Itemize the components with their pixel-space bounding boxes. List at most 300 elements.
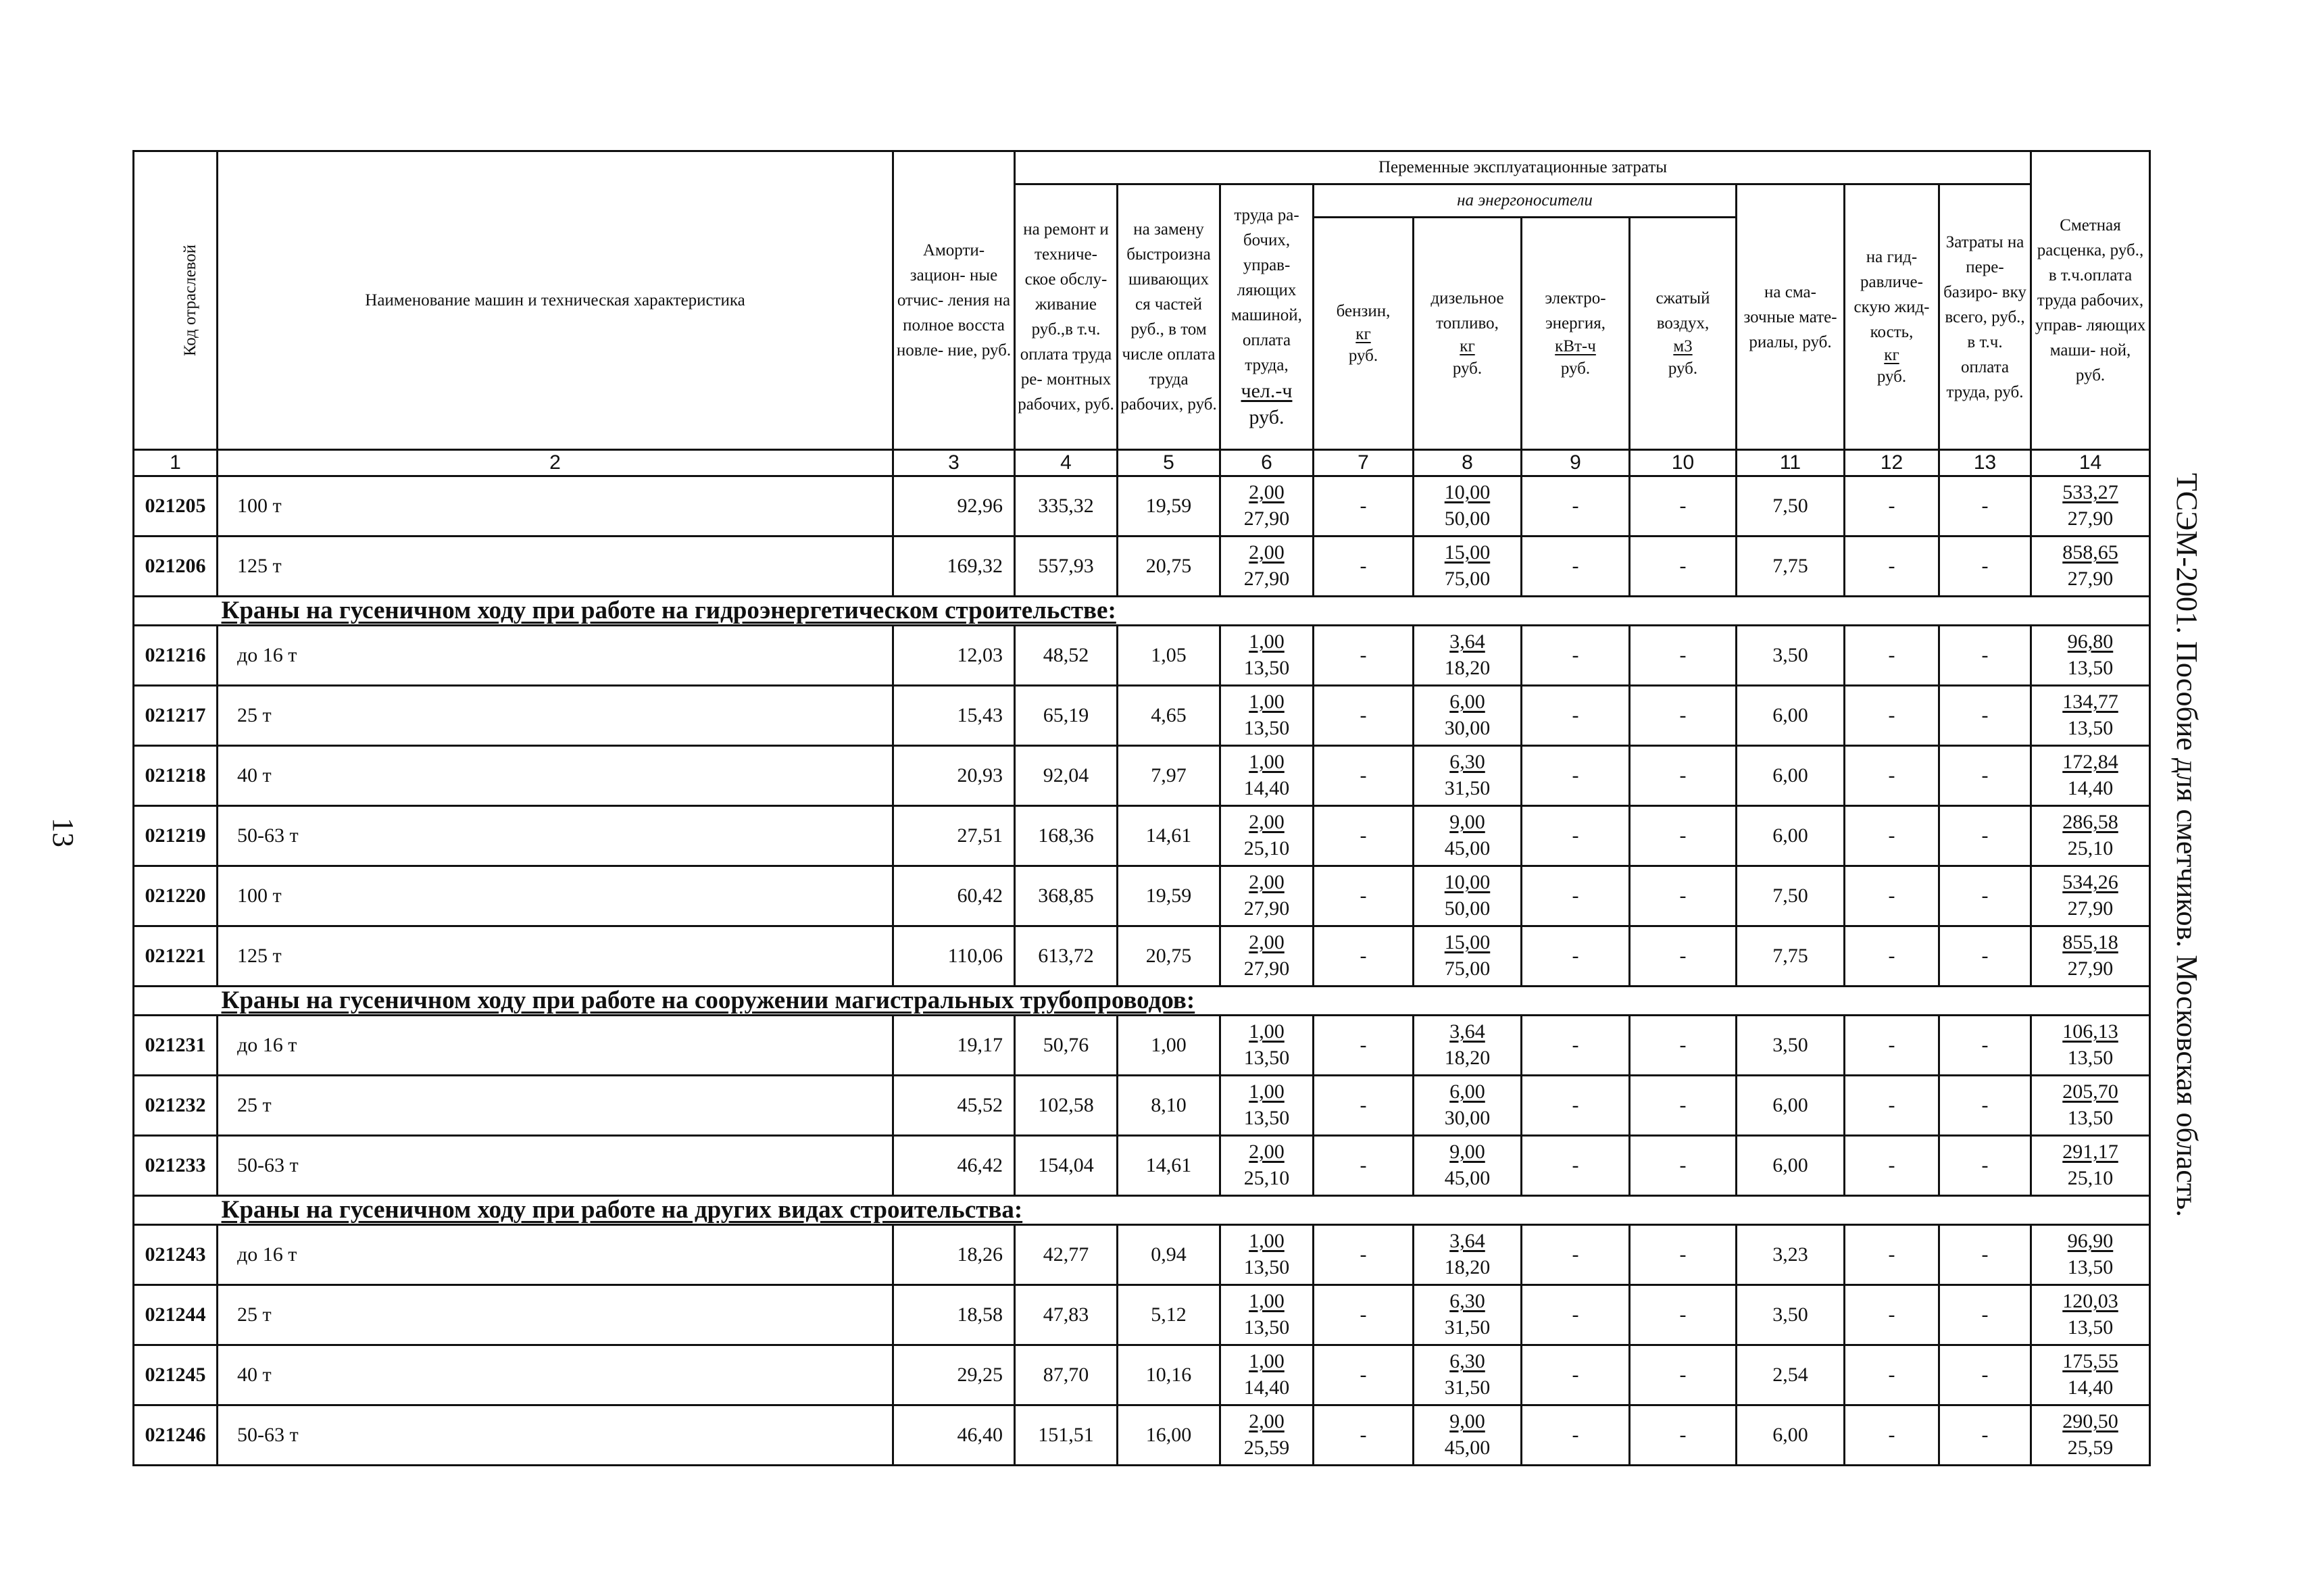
labor-cell — [1220, 1076, 1314, 1136]
lubricants-cell: 3,50 — [1737, 626, 1845, 686]
lubricants-cell: 6,00 — [1737, 806, 1845, 866]
labor-cell — [1220, 806, 1314, 866]
table-row — [134, 866, 2150, 926]
relocation-cell: - — [1939, 746, 2031, 806]
hydraulic-cell: - — [1845, 537, 1939, 597]
diesel-cell-value: 9,00 — [1449, 1410, 1485, 1432]
estimate-cell-value: 290,50 — [2062, 1410, 2118, 1432]
column-number: 7 — [1314, 450, 1414, 476]
labor-cell-value: 1,00 — [1249, 691, 1285, 713]
lubricants-cell: 6,00 — [1737, 1136, 1845, 1196]
section-title: Краны на гусеничном ходу при работе на сооружении магистральных трубопроводов: — [218, 987, 2150, 1016]
column-number: 14 — [2031, 450, 2150, 476]
electricity-cell: - — [1522, 1076, 1630, 1136]
estimate-cell — [2031, 926, 2150, 987]
amortization-cell: 19,17 — [893, 1016, 1015, 1076]
repair-cell: 50,76 — [1015, 1016, 1118, 1076]
parts-cell: 14,61 — [1118, 1136, 1220, 1196]
column-number: 6 — [1220, 450, 1314, 476]
estimate-cell-cost: 27,90 — [2067, 897, 2114, 920]
labor-cell — [1220, 866, 1314, 926]
section-row — [134, 597, 2150, 626]
hydraulic-cell: - — [1845, 1225, 1939, 1285]
machine-name: 50-63 т — [218, 806, 893, 866]
relocation-cell: - — [1939, 1136, 2031, 1196]
electricity-cell: - — [1522, 1016, 1630, 1076]
header-diesel: дизельное топливо, $\frac{кг}{\text{руб.}}$ — [1414, 218, 1522, 450]
parts-cell: 7,97 — [1118, 746, 1220, 806]
relocation-cell: - — [1939, 926, 2031, 987]
estimate-cell — [2031, 866, 2150, 926]
diesel-cell-cost: 18,20 — [1444, 1256, 1491, 1278]
estimate-cell-value: 96,80 — [2067, 630, 2114, 653]
repair-cell: 48,52 — [1015, 626, 1118, 686]
diesel-cell-value: 15,00 — [1444, 931, 1491, 953]
gasoline-cell: - — [1314, 686, 1414, 746]
diesel-cell-cost: 45,00 — [1444, 1437, 1491, 1459]
machine-name: 125 т — [218, 926, 893, 987]
labor-cell-value: 2,00 — [1249, 481, 1285, 503]
electricity-cell: - — [1522, 1136, 1630, 1196]
amortization-cell: 45,52 — [893, 1076, 1015, 1136]
machine-name: 100 т — [218, 476, 893, 537]
amortization-cell: 29,25 — [893, 1345, 1015, 1405]
machine-code: 021205 — [134, 476, 218, 537]
labor-cell-value: 1,00 — [1249, 1230, 1285, 1252]
table-row — [134, 926, 2150, 987]
air-cell: - — [1630, 686, 1737, 746]
estimate-cell — [2031, 686, 2150, 746]
diesel-cell-cost: 75,00 — [1444, 957, 1491, 980]
electricity-cell: - — [1522, 1405, 1630, 1466]
diesel-cell-value: 10,00 — [1444, 481, 1491, 503]
labor-cell — [1220, 1225, 1314, 1285]
diesel-cell — [1414, 1136, 1522, 1196]
column-number: 4 — [1015, 450, 1118, 476]
labor-cell-cost: 27,90 — [1243, 568, 1290, 590]
estimate-cell-cost: 14,40 — [2067, 777, 2114, 799]
machine-name: 25 т — [218, 1076, 893, 1136]
diesel-cell — [1414, 476, 1522, 537]
repair-cell: 557,93 — [1015, 537, 1118, 597]
parts-cell: 8,10 — [1118, 1076, 1220, 1136]
estimate-cell-value: 858,65 — [2062, 541, 2118, 564]
labor-cell-cost: 25,10 — [1243, 837, 1290, 859]
machine-name: 40 т — [218, 746, 893, 806]
machine-name: до 16 т — [218, 626, 893, 686]
side-title: ТСЭМ-2001. Пособие для сметчиков. Московская область. — [2170, 473, 2204, 1218]
column-number: 8 — [1414, 450, 1522, 476]
header-hydraulic-fluid: на гид- равличе- скую жид- кость, $\frac{кг}{\text{руб.}}$ — [1845, 184, 1939, 450]
gasoline-cell: - — [1314, 926, 1414, 987]
estimate-cell-cost: 13,50 — [2067, 1107, 2114, 1129]
estimate-cell-value: 533,27 — [2062, 481, 2118, 503]
header-amortization: Аморти- зацион- ные отчис- ления на полное восста новле- ние, руб. — [893, 151, 1015, 450]
machine-name: 100 т — [218, 866, 893, 926]
header-compressed-air: сжатый воздух, $\frac{м3}{\text{руб.}}$ — [1630, 218, 1737, 450]
parts-cell: 14,61 — [1118, 806, 1220, 866]
lubricants-cell: 6,00 — [1737, 1076, 1845, 1136]
machine-name: 40 т — [218, 1345, 893, 1405]
relocation-cell: - — [1939, 1016, 2031, 1076]
diesel-cell-cost: 30,00 — [1444, 717, 1491, 739]
labor-cell-value: 1,00 — [1249, 1020, 1285, 1043]
machine-name: 125 т — [218, 537, 893, 597]
labor-cell — [1220, 537, 1314, 597]
labor-cell-value: 2,00 — [1249, 871, 1285, 893]
electricity-cell: - — [1522, 1285, 1630, 1345]
labor-cell-value: 2,00 — [1249, 811, 1285, 833]
hydraulic-cell: - — [1845, 806, 1939, 866]
diesel-cell-cost: 31,50 — [1444, 1316, 1491, 1339]
repair-cell: 151,51 — [1015, 1405, 1118, 1466]
parts-cell: 1,05 — [1118, 626, 1220, 686]
parts-cell: 19,59 — [1118, 866, 1220, 926]
air-cell: - — [1630, 866, 1737, 926]
estimate-cell — [2031, 1136, 2150, 1196]
estimate-cell — [2031, 476, 2150, 537]
labor-cell-cost: 25,10 — [1243, 1167, 1290, 1189]
air-cell: - — [1630, 537, 1737, 597]
labor-cell-value: 1,00 — [1249, 1350, 1285, 1372]
air-cell: - — [1630, 806, 1737, 866]
lubricants-cell: 7,75 — [1737, 537, 1845, 597]
estimate-cell — [2031, 626, 2150, 686]
lubricants-cell: 7,50 — [1737, 476, 1845, 537]
hydraulic-cell: - — [1845, 926, 1939, 987]
estimate-cell-cost: 25,10 — [2067, 837, 2114, 859]
estimate-cell-value: 855,18 — [2062, 931, 2118, 953]
amortization-cell: 46,42 — [893, 1136, 1015, 1196]
labor-cell — [1220, 1405, 1314, 1466]
diesel-cell — [1414, 926, 1522, 987]
diesel-cell-cost: 50,00 — [1444, 897, 1491, 920]
air-cell: - — [1630, 1225, 1737, 1285]
electricity-cell: - — [1522, 746, 1630, 806]
header-lubricants: на сма- зочные мате- риалы, руб. — [1737, 184, 1845, 450]
repair-cell: 92,04 — [1015, 746, 1118, 806]
air-cell: - — [1630, 476, 1737, 537]
diesel-cell-value: 6,30 — [1449, 1350, 1485, 1372]
air-cell: - — [1630, 1136, 1737, 1196]
lubricants-cell: 2,54 — [1737, 1345, 1845, 1405]
header-electricity: электро- энергия, $\frac{\text{кВт-ч}}{\text{руб.}}$ — [1522, 218, 1630, 450]
column-number: 1 — [134, 450, 218, 476]
diesel-cell-value: 9,00 — [1449, 811, 1485, 833]
diesel-cell-value: 6,30 — [1449, 1290, 1485, 1312]
estimate-cell — [2031, 1345, 2150, 1405]
diesel-cell-cost: 18,20 — [1444, 1047, 1491, 1069]
table-header — [134, 151, 2150, 476]
relocation-cell: - — [1939, 806, 2031, 866]
parts-cell: 16,00 — [1118, 1405, 1220, 1466]
labor-cell-value: 2,00 — [1249, 1141, 1285, 1163]
electricity-cell: - — [1522, 866, 1630, 926]
amortization-cell: 12,03 — [893, 626, 1015, 686]
diesel-cell-value: 6,30 — [1449, 751, 1485, 773]
page-number: 13 — [47, 818, 80, 847]
parts-cell: 20,75 — [1118, 926, 1220, 987]
labor-cell — [1220, 746, 1314, 806]
air-cell: - — [1630, 926, 1737, 987]
diesel-cell — [1414, 686, 1522, 746]
estimate-cell-cost: 13,50 — [2067, 1316, 2114, 1339]
table-row — [134, 1285, 2150, 1345]
table-row — [134, 1405, 2150, 1466]
column-number: 10 — [1630, 450, 1737, 476]
electricity-cell: - — [1522, 806, 1630, 866]
hydraulic-cell: - — [1845, 626, 1939, 686]
lubricants-cell: 3,50 — [1737, 1016, 1845, 1076]
relocation-cell: - — [1939, 1405, 2031, 1466]
labor-cell-cost: 27,90 — [1243, 897, 1290, 920]
air-cell: - — [1630, 1016, 1737, 1076]
header-energy: на энергоносители — [1314, 184, 1737, 218]
labor-cell — [1220, 1016, 1314, 1076]
labor-cell-value: 2,00 — [1249, 931, 1285, 953]
column-number: 3 — [893, 450, 1015, 476]
table-row — [134, 1345, 2150, 1405]
lubricants-cell: 3,23 — [1737, 1225, 1845, 1285]
repair-cell: 368,85 — [1015, 866, 1118, 926]
section-row — [134, 987, 2150, 1016]
lubricants-cell: 7,50 — [1737, 866, 1845, 926]
gasoline-cell: - — [1314, 476, 1414, 537]
labor-cell-value: 1,00 — [1249, 751, 1285, 773]
parts-cell: 4,65 — [1118, 686, 1220, 746]
diesel-cell-value: 3,64 — [1449, 630, 1485, 653]
hydraulic-cell: - — [1845, 1076, 1939, 1136]
table-row — [134, 626, 2150, 686]
estimate-cell-cost: 13,50 — [2067, 717, 2114, 739]
air-cell: - — [1630, 1285, 1737, 1345]
column-number: 13 — [1939, 450, 2031, 476]
repair-cell: 613,72 — [1015, 926, 1118, 987]
gasoline-cell: - — [1314, 866, 1414, 926]
header-relocation: Затраты на пере- базиро- вку всего, руб., в т.ч. оплата труда, руб. — [1939, 184, 2031, 450]
diesel-cell-cost: 45,00 — [1444, 837, 1491, 859]
table-row — [134, 746, 2150, 806]
table-row — [134, 1225, 2150, 1285]
diesel-cell — [1414, 1225, 1522, 1285]
lubricants-cell: 6,00 — [1737, 1405, 1845, 1466]
diesel-cell-cost: 30,00 — [1444, 1107, 1491, 1129]
gasoline-cell: - — [1314, 1136, 1414, 1196]
electricity-cell: - — [1522, 1225, 1630, 1285]
relocation-cell: - — [1939, 686, 2031, 746]
diesel-cell — [1414, 626, 1522, 686]
machine-name: 50-63 т — [218, 1405, 893, 1466]
table-row — [134, 1136, 2150, 1196]
machine-code: 021220 — [134, 866, 218, 926]
parts-cell: 0,94 — [1118, 1225, 1220, 1285]
estimate-cell-value: 205,70 — [2062, 1080, 2118, 1103]
header-estimate: Сметная расценка, руб., в т.ч.оплата труда рабочих, управ- ляющих маши- ной, руб. — [2031, 151, 2150, 450]
diesel-cell — [1414, 1076, 1522, 1136]
estimate-cell-value: 286,58 — [2062, 811, 2118, 833]
gasoline-cell: - — [1314, 1285, 1414, 1345]
estimate-cell — [2031, 537, 2150, 597]
machine-name: 25 т — [218, 686, 893, 746]
diesel-cell — [1414, 537, 1522, 597]
estimate-cell-value: 175,55 — [2062, 1350, 2118, 1372]
relocation-cell: - — [1939, 626, 2031, 686]
header-labor: труда ра- бочих, управ- ляющих машиной, оплата труда, $\frac{\text{чел.-ч}}{\text{руб.}}$ — [1220, 184, 1314, 450]
machine-code: 021233 — [134, 1136, 218, 1196]
diesel-cell-cost: 18,20 — [1444, 657, 1491, 679]
labor-cell-value: 1,00 — [1249, 630, 1285, 653]
machine-code: 021244 — [134, 1285, 218, 1345]
gasoline-cell: - — [1314, 1016, 1414, 1076]
table-row — [134, 686, 2150, 746]
diesel-cell — [1414, 1405, 1522, 1466]
parts-cell: 5,12 — [1118, 1285, 1220, 1345]
section-row — [134, 1196, 2150, 1225]
repair-cell: 102,58 — [1015, 1076, 1118, 1136]
diesel-cell — [1414, 1285, 1522, 1345]
machine-code: 021206 — [134, 537, 218, 597]
relocation-cell: - — [1939, 1076, 2031, 1136]
machine-name: 25 т — [218, 1285, 893, 1345]
estimate-cell — [2031, 746, 2150, 806]
amortization-cell: 169,32 — [893, 537, 1015, 597]
gasoline-cell: - — [1314, 746, 1414, 806]
air-cell: - — [1630, 1345, 1737, 1405]
electricity-cell: - — [1522, 476, 1630, 537]
diesel-cell — [1414, 746, 1522, 806]
estimate-cell — [2031, 1076, 2150, 1136]
estimate-cell — [2031, 1225, 2150, 1285]
estimate-cell-value: 120,03 — [2062, 1290, 2118, 1312]
gasoline-cell: - — [1314, 1345, 1414, 1405]
air-cell: - — [1630, 1076, 1737, 1136]
lubricants-cell: 6,00 — [1737, 746, 1845, 806]
labor-cell — [1220, 1345, 1314, 1405]
electricity-cell: - — [1522, 926, 1630, 987]
parts-cell: 1,00 — [1118, 1016, 1220, 1076]
labor-cell-cost: 13,50 — [1243, 1316, 1290, 1339]
estimate-cell-cost: 13,50 — [2067, 1047, 2114, 1069]
estimate-cell-cost: 13,50 — [2067, 657, 2114, 679]
air-cell: - — [1630, 626, 1737, 686]
labor-cell — [1220, 626, 1314, 686]
table-row — [134, 476, 2150, 537]
estimate-cell-value: 134,77 — [2062, 691, 2118, 713]
machine-name: до 16 т — [218, 1016, 893, 1076]
header-variable-costs: Переменные эксплуатационные затраты — [1015, 151, 2031, 184]
hydraulic-cell: - — [1845, 476, 1939, 537]
diesel-cell — [1414, 1016, 1522, 1076]
gasoline-cell: - — [1314, 626, 1414, 686]
parts-cell: 20,75 — [1118, 537, 1220, 597]
electricity-cell: - — [1522, 626, 1630, 686]
column-number: 2 — [218, 450, 893, 476]
parts-cell: 19,59 — [1118, 476, 1220, 537]
diesel-cell-cost: 45,00 — [1444, 1167, 1491, 1189]
table-row — [134, 537, 2150, 597]
relocation-cell: - — [1939, 1285, 2031, 1345]
labor-cell — [1220, 476, 1314, 537]
amortization-cell: 60,42 — [893, 866, 1015, 926]
diesel-cell-value: 3,64 — [1449, 1020, 1485, 1043]
header-parts-replacement: на замену быстроизна шивающих ся частей руб., в том числе оплата труда рабочих, руб. — [1118, 184, 1220, 450]
hydraulic-cell: - — [1845, 686, 1939, 746]
machine-code: 021219 — [134, 806, 218, 866]
hydraulic-cell: - — [1845, 866, 1939, 926]
amortization-cell: 18,26 — [893, 1225, 1015, 1285]
estimate-cell-value: 291,17 — [2062, 1141, 2118, 1163]
estimate-cell-cost: 27,90 — [2067, 568, 2114, 590]
repair-cell: 65,19 — [1015, 686, 1118, 746]
amortization-cell: 20,93 — [893, 746, 1015, 806]
parts-cell: 10,16 — [1118, 1345, 1220, 1405]
hydraulic-cell: - — [1845, 746, 1939, 806]
repair-cell: 87,70 — [1015, 1345, 1118, 1405]
machine-code: 021246 — [134, 1405, 218, 1466]
machine-code: 021218 — [134, 746, 218, 806]
hydraulic-cell: - — [1845, 1016, 1939, 1076]
gasoline-cell: - — [1314, 1225, 1414, 1285]
machine-code: 021245 — [134, 1345, 218, 1405]
diesel-cell-value: 3,64 — [1449, 1230, 1485, 1252]
diesel-cell-value: 9,00 — [1449, 1141, 1485, 1163]
labor-cell-value: 2,00 — [1249, 541, 1285, 564]
estimate-cell — [2031, 806, 2150, 866]
relocation-cell: - — [1939, 476, 2031, 537]
relocation-cell: - — [1939, 1345, 2031, 1405]
table-body — [134, 476, 2150, 1466]
column-number: 12 — [1845, 450, 1939, 476]
labor-cell-cost: 13,50 — [1243, 1047, 1290, 1069]
labor-cell-cost: 25,59 — [1243, 1437, 1290, 1459]
machine-name: 50-63 т — [218, 1136, 893, 1196]
estimate-cell — [2031, 1016, 2150, 1076]
header-repair: на ремонт и техниче- ское обслу- живание руб.,в т.ч. оплата труда ре- монтных рабочих, руб. — [1015, 184, 1118, 450]
labor-cell-value: 1,00 — [1249, 1080, 1285, 1103]
machine-code: 021217 — [134, 686, 218, 746]
relocation-cell: - — [1939, 866, 2031, 926]
gasoline-cell: - — [1314, 537, 1414, 597]
section-title: Краны на гусеничном ходу при работе на гидроэнергетическом строительстве: — [218, 597, 2150, 626]
repair-cell: 47,83 — [1015, 1285, 1118, 1345]
labor-cell-cost: 13,50 — [1243, 717, 1290, 739]
amortization-cell: 27,51 — [893, 806, 1015, 866]
diesel-cell-value: 10,00 — [1444, 871, 1491, 893]
estimate-cell-value: 534,26 — [2062, 871, 2118, 893]
labor-cell-cost: 27,90 — [1243, 507, 1290, 530]
labor-cell-value: 2,00 — [1249, 1410, 1285, 1432]
labor-cell — [1220, 686, 1314, 746]
lubricants-cell: 6,00 — [1737, 686, 1845, 746]
machine-name: до 16 т — [218, 1225, 893, 1285]
labor-cell-cost: 14,40 — [1243, 777, 1290, 799]
diesel-cell-cost: 31,50 — [1444, 777, 1491, 799]
hydraulic-cell: - — [1845, 1285, 1939, 1345]
diesel-cell — [1414, 1345, 1522, 1405]
estimate-cell-cost: 13,50 — [2067, 1256, 2114, 1278]
relocation-cell: - — [1939, 537, 2031, 597]
amortization-cell: 110,06 — [893, 926, 1015, 987]
machine-code: 021232 — [134, 1076, 218, 1136]
diesel-cell — [1414, 806, 1522, 866]
diesel-cell-value: 15,00 — [1444, 541, 1491, 564]
air-cell: - — [1630, 1405, 1737, 1466]
repair-cell: 335,32 — [1015, 476, 1118, 537]
hydraulic-cell: - — [1845, 1405, 1939, 1466]
gasoline-cell: - — [1314, 1405, 1414, 1466]
header-code: Код отраслевой — [134, 151, 218, 450]
table-row — [134, 1076, 2150, 1136]
